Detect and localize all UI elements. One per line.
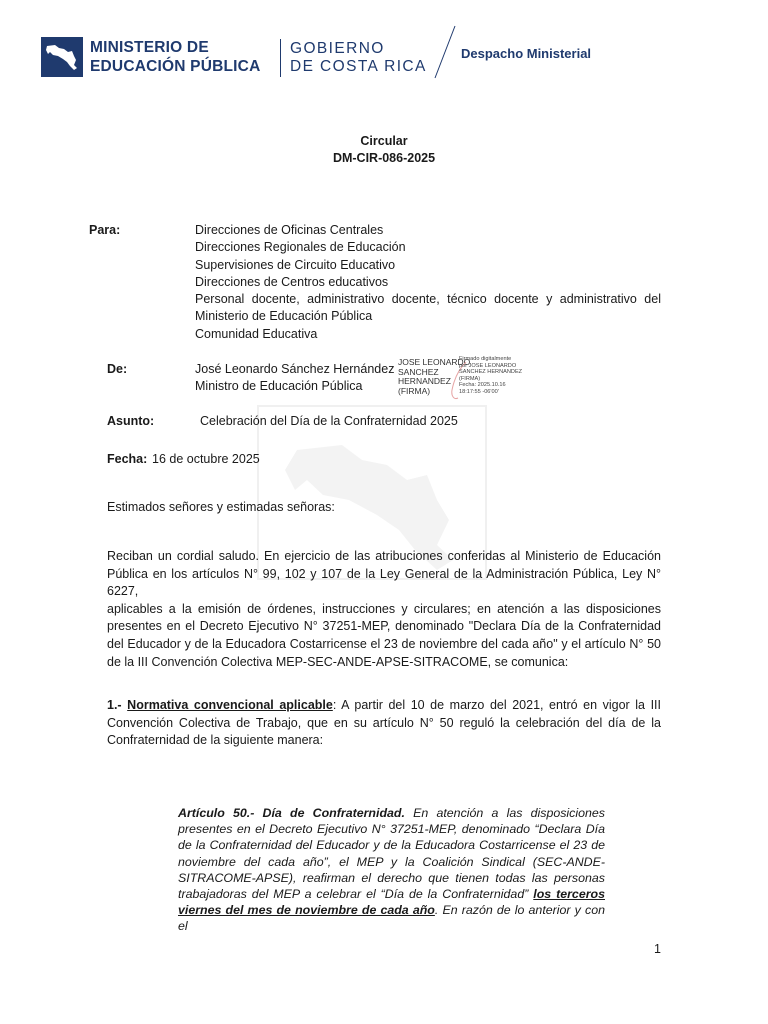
quote-line: presentes en el Decreto Ejecutivo N° 37251-MEP, denominado “Declara Día: [178, 822, 605, 837]
sender-title: Ministro de Educación Pública: [195, 379, 363, 393]
government-name: [290, 40, 427, 76]
document-code: DM-CIR-086-2025: [332, 151, 436, 165]
document-type: Circular: [360, 134, 408, 148]
paragraph-line: [107, 697, 661, 715]
signature-detail-line: Firmado digitalmente: [459, 356, 512, 362]
signature-name-line: HERNANDEZ: [398, 376, 451, 386]
costa-rica-map-icon: [41, 37, 83, 77]
paragraph-line: Convención Colectiva de Trabajo, que en su artículo N° 50 reguló la celebración del día de la: [107, 715, 661, 730]
recipient-line: Direcciones de Oficinas Centrales: [195, 223, 384, 237]
ministry-name-line1: MINISTERIO DE: [90, 39, 209, 56]
paragraph-line: aplicables a la emisión de órdenes, instrucciones y circulares; en atención a las disposiciones: [107, 601, 661, 616]
date-text: 16 de octubre 2025: [152, 452, 260, 466]
recipient-line: Supervisiones de Circuito Educativo: [195, 258, 396, 272]
subject-text: Celebración del Día de la Confraternidad 2025: [200, 414, 458, 428]
section-number: 1.-: [107, 698, 122, 712]
ministry-name: [90, 38, 260, 76]
ministry-logo: [41, 37, 83, 77]
date-label: Fecha:: [107, 452, 148, 466]
signature-detail-line: SANCHEZ HERNANDEZ: [459, 369, 523, 376]
quote-line1-text: En atención a las disposiciones: [404, 806, 605, 820]
signature-name-line: (FIRMA): [398, 385, 431, 396]
signature-detail-line: 18:17:55 -06'00': [459, 388, 499, 395]
ministry-name-line2: EDUCACIÓN PÚBLICA: [90, 58, 261, 75]
intro-paragraph: [107, 548, 661, 671]
paragraph-line: Confraternidad de la siguiente manera:: [107, 733, 324, 748]
paragraph-line: Pública en los artículos N° 99, 102 y 107 de la Ley General de la Administración Pública, Ley N° 6227,: [107, 566, 661, 599]
quote-line: noviembre del cada año”, el MEP y la Coalición Sindical (SEC-ANDE-: [178, 854, 605, 869]
signature-name-line: SANCHEZ: [398, 366, 439, 377]
header-slash-divider: [432, 24, 458, 80]
quote-line7-text: . En razón de lo anterior y con el: [178, 903, 605, 934]
recipient-line: Direcciones Regionales de Educación: [195, 240, 406, 254]
quote-line6-text: trabajadoras del MEP a celebrar el “Día de la Confraternidad”: [178, 887, 534, 902]
recipient-line: Comunidad Educativa: [195, 327, 318, 341]
paragraph-line: del Educador y de la Educadora Costarricense el 23 de noviembre del cada año" y el artículo N° 50: [107, 636, 661, 651]
signature-detail-line: por JOSE LEONARDO: [459, 362, 517, 369]
section-1-paragraph: [107, 697, 661, 750]
government-name-line2: DE COSTA RICA: [290, 58, 427, 75]
page-number: 1: [654, 942, 661, 956]
section-heading: Normativa convencional aplicable: [127, 698, 333, 712]
quote-line: de la Confraternidad del Educador y de la Educadora Costarricense el 23 de: [178, 838, 605, 853]
government-name-line1: GOBIERNO: [290, 40, 385, 57]
quote-line: [178, 886, 605, 902]
recipient-line: Direcciones de Centros educativos: [195, 275, 389, 289]
digital-signature-details: [459, 356, 522, 396]
quote-line: [178, 902, 605, 934]
paragraph-line: de la III Convención Colectiva MEP-SEC-ANDE-APSE-SITRACOME, se comunica:: [107, 654, 569, 669]
signature-name-line: JOSE LEONARDO: [398, 357, 471, 367]
quote-line: SITRACOME-APSE), reafirman el derecho que tienen todas las personas: [178, 870, 605, 885]
from-label: De:: [107, 362, 128, 376]
quote-emphasis: viernes del mes de noviembre de cada año: [178, 903, 435, 918]
sender-name: José Leonardo Sánchez Hernández: [195, 362, 395, 376]
signature-detail-line: Fecha: 2025.10.16: [459, 382, 506, 389]
to-label: Para:: [89, 223, 121, 237]
signature-detail-line: (FIRMA): [459, 375, 481, 382]
recipient-line: Personal docente, administrativo docente, técnico docente y administrativo del: [195, 292, 661, 306]
article-quote: [178, 805, 605, 935]
paragraph-line: presentes en el Decreto Ejecutivo N° 37251-MEP, denominado "Declara Día de la Confraternidad: [107, 619, 661, 634]
header-divider: [280, 39, 281, 77]
quote-emphasis: los terceros: [533, 887, 605, 902]
office-name: Despacho Ministerial: [461, 46, 592, 61]
greeting: Estimados señores y estimadas señoras:: [107, 500, 335, 514]
section-line1-text: : A partir del 10 de marzo del 2021, entró en vigor la III: [332, 698, 661, 712]
quote-heading: Artículo 50.- Día de Confraternidad.: [178, 806, 405, 820]
recipient-line: Ministerio de Educación Pública: [195, 309, 373, 323]
subject-label: Asunto:: [107, 414, 155, 428]
quote-line: [178, 805, 605, 821]
paragraph-line: Reciban un cordial saludo. En ejercicio de las atribuciones conferidas al Ministerio de Educación: [107, 549, 661, 563]
